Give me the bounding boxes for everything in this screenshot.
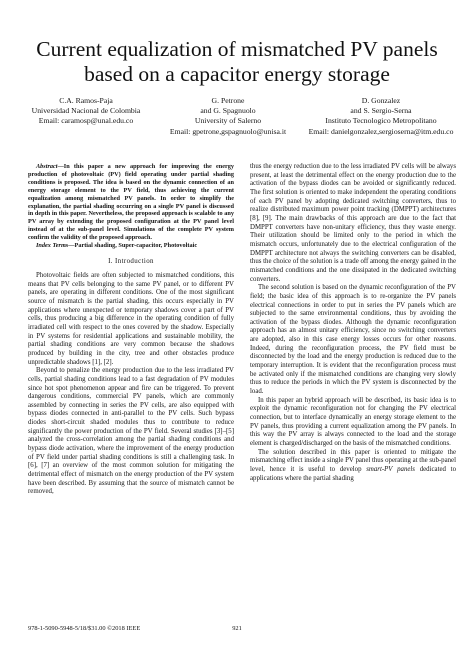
body-paragraph: Photovoltaic fields are often subjected to mismatched conditions, this means that PV cells belonging to the same PV panel, or to different PV panels, are operating in different conditions. One of the most significant source of mismatch is the partial shading, this occurs especially in PV applications where unexpected or temporary shadows cover a part of PV cells, thus producing a big difference in the operating condition of fully irradiated cell with respect to the ones covered by the shadow. Especially in PV systems for residential applications and sustainable mobility, the partial shading conditions are very common because the shadows produced by building in the city, tree and other obstacles produce unpredictable shadows [1], [2]. <box>28 271 234 366</box>
copyright-notice: 978-1-5090-5948-5/18/$31.00 ©2018 IEEE <box>28 625 141 632</box>
body-paragraph: thus the energy reduction due to the less irradiated PV cells will be always present, at least the detrimental effect on the energy production due to the activation of the bypass diodes can be avoided or significantly reduced. The first solution is oriented to make independent the operating conditions of each PV panel by adopting dedicated switching converters, thus to realize distributed maximum power point tracking (DMPPT) architectures [8], [9]. The main drawbacks of this approach are due to the fact that DMPPT converters have non-unitary efficiency, thus they waste energy. Their utilization should be limited only to the period in which the mismatch occurs, unfortunately due to the electrical configuration of the DMPPT architecture not always the switching converters can be disabled, thus the choice of the solution is a trade off among the energy gained in the mismatched conditions and the one dissipated in the dedicated switching converters. <box>250 163 456 283</box>
author-name-2: and G. Spagnuolo <box>200 106 256 116</box>
index-terms <box>28 242 234 250</box>
author-block-2 <box>158 96 298 137</box>
author-email: Email: danielgonzalez,sergioserna@itm.edu.co <box>308 126 454 136</box>
author-block-1 <box>16 96 156 127</box>
author-affiliation: Universidad Nacional de Colombia <box>31 106 141 116</box>
body-paragraph <box>250 449 456 484</box>
body-paragraph: In this paper an hybrid approach will be described, its basic idea is to exploit the dynamic reconfiguration not for changing the PV electrical connection, but to interface dynamically an energy storage element to the PV panels, thus providing a current equalization among the PV panels. In this way the PV array is always connected to the load and the storage element is charged/discharged on the basis of the mismatched conditions. <box>250 396 456 447</box>
page-number: 921 <box>232 625 242 632</box>
body-text-tail: dedicated to applications where the partial shading <box>250 465 456 482</box>
emphasis-text: smart-PV panels <box>366 465 415 473</box>
abstract <box>28 163 234 242</box>
body-text: The solution described in this paper is oriented to mitigate the mismatching effect inside a single PV panel thus operating at the sub-panel level, hence it is useful to develop <box>250 448 456 473</box>
body-paragraph: Beyond to penalize the energy production due to the less irradiated PV cells, partial shading conditions lead to a fast degradation of PV modules since hot spot phenomenon appear and fire can be triggered. To prevent dangerous conditions, commercial PV panels, which are commonly assembled by connecting in series the PV cells, are also equipped with bypass diodes connected in anti-parallel to the PV cells. Such bypass diodes short-circuit shaded modules thus to contribute to reduce significantly the power production of the PV field. Several studies [3]–[5] analyzed the cross-correlation among the partial shading conditions and bypass diode activation, where the improvement of the energy production of PV field under partial shading conditions is still a challenging task. In [6], [7] an overview of the most common solution for mitigating the detrimental effect of mismatch on the energy production of the PV system have been described. By assuming that the source of mismatch cannot be removed, <box>28 367 234 496</box>
author-affiliation: University of Salerno <box>194 116 262 126</box>
author-email: Email: gpetrone,gspagnuolo@unisa.it <box>169 126 287 136</box>
abstract-label: Abstract <box>36 163 58 170</box>
right-column <box>250 163 456 483</box>
left-column <box>28 163 234 497</box>
index-terms-label: Index Terms <box>36 242 69 250</box>
author-email: Email: caramosp@unal.edu.co <box>38 116 134 126</box>
author-name: C.A. Ramos-Paja <box>59 96 113 105</box>
paper-title: Current equalization of mismatched PV panels based on a capacitor energy storage <box>36 37 438 86</box>
author-name: D. Gonzalez <box>361 96 401 105</box>
index-terms-text: —Partial shading, Super-capacitor, Photovoltaic <box>68 242 198 250</box>
author-block-3 <box>306 96 456 137</box>
author-affiliation: Instituto Tecnologico Metropolitano <box>325 116 437 126</box>
section-heading: I. Introduction <box>108 257 154 265</box>
author-name: G. Petrone <box>211 96 245 105</box>
body-paragraph: The second solution is based on the dynamic reconfiguration of the PV field; the basic idea of this approach is to re-organize the PV panels electrical connections in order to put in series the PV panels which are subjected to the same environmental conditions, thus by avoiding the activation of the bypass diodes. Although the dynamic reconfiguration approach has an almost unitary efficiency, since no switching converters are adopted, also in this case energy losses occurs for other reasons. Indeed, during the reconfiguration process, the PV field must be disconnected by the load and the energy production is reduced due to the temporary interruption. It is evident that the reconfiguration process must be activated only if the mismatched conditions are changing very slowly thus to reduce the periods in which the PV system is disconnected by the load. <box>250 284 456 396</box>
author-name-2: and S. Sergio-Serna <box>350 106 412 116</box>
abstract-text: —In this paper a new approach for improving the energy production of photovoltaic (PV) field operating under partial shading conditions is proposed. The idea is based on the dynamic connection of an energy storage element to the PV field, thus achieving the current equalization among mismatched PV panels. In order to simplify the explanation, the partial shading occurring on a single PV panel is discussed in depth in this paper. Nevertheless, the proposed approach is scalable to any PV array by extending the proposed configuration at the PV panel level instead of at the sub-panel level. Simulations of the complete PV system confirm the validity of the proposed approach. <box>28 163 234 242</box>
